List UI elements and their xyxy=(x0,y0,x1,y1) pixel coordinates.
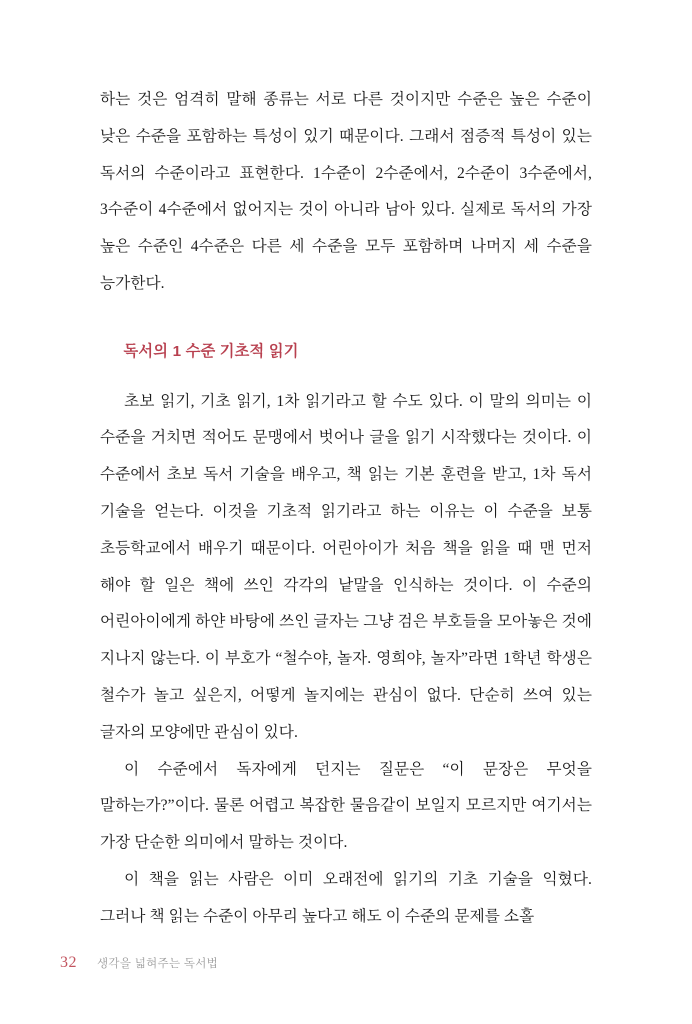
page-content xyxy=(100,82,592,936)
body-paragraph-4: 이 책을 읽는 사람은 이미 오래전에 읽기의 기초 기술을 익혔다. 그러나 책 읽는 수준이 아무리 높다고 해도 이 수준의 문제를 소홀 xyxy=(100,870,592,925)
page-footer xyxy=(60,954,218,972)
body-paragraph-1: 하는 것은 엄격히 말해 종류는 서로 다른 것이지만 수준은 높은 수준이 낮은 수준을 포함하는 특성이 있기 때문이다. 그래서 점증적 특성이 있는 독서의 수준이라고 표현한다. 1수준이 2수준에서, 2수준이 3수준에서, 3수준이 4수준에서 없어지는 것이 아니라 남아 있다. 실제로 독서의 가장 높은 수준인 4수준은 다른 세 수준을 모두 포함하며 나머지 세 수준을 능가한다. xyxy=(100,91,592,292)
body-paragraph-2: 초보 읽기, 기초 읽기, 1차 읽기라고 할 수도 있다. 이 말의 의미는 이 수준을 거치면 적어도 문맹에서 벗어나 글을 읽기 시작했다는 것이다. 이 수준에서 초보 독서 기술을 배우고, 책 읽는 기본 훈련을 받고, 1차 독서 기술을 얻는다. 이것을 기초적 읽기라고 하는 이유는 이 수준을 보통 초등학교에서 배우기 때문이다. 어린아이가 처음 책을 읽을 때 맨 먼저 해야 할 일은 책에 쓰인 각각의 낱말을 인식하는 것이다. 이 수준의 어린아이에게 하얀 바탕에 쓰인 글자는 그냥 검은 부호들을 모아놓은 것에 지나지 않는다. 이 부호가 “철수야, 놀자. 영희야, 놀자”라면 1학년 학생은 철수가 놀고 싶은지, 어떻게 놀지에는 관심이 없다. 단순히 쓰여 있는 글자의 모양에만 관심이 있다. xyxy=(100,392,592,741)
heading-top-spacer xyxy=(100,303,592,334)
heading-bottom-spacer xyxy=(100,371,592,384)
body-paragraph-3: 이 수준에서 독자에게 던지는 질문은 “이 문장은 무엇을 말하는가?”이다. 물론 어렵고 복잡한 물음같이 보일지 모르지만 여기서는 가장 단순한 의미에서 말하는 것이다. xyxy=(100,760,592,852)
section-heading-reading-level-1: 독서의 1 수준 기초적 읽기 xyxy=(123,342,299,360)
page-number: 32 xyxy=(60,954,77,971)
running-title: 생각을 넓혀주는 독서법 xyxy=(97,958,219,970)
